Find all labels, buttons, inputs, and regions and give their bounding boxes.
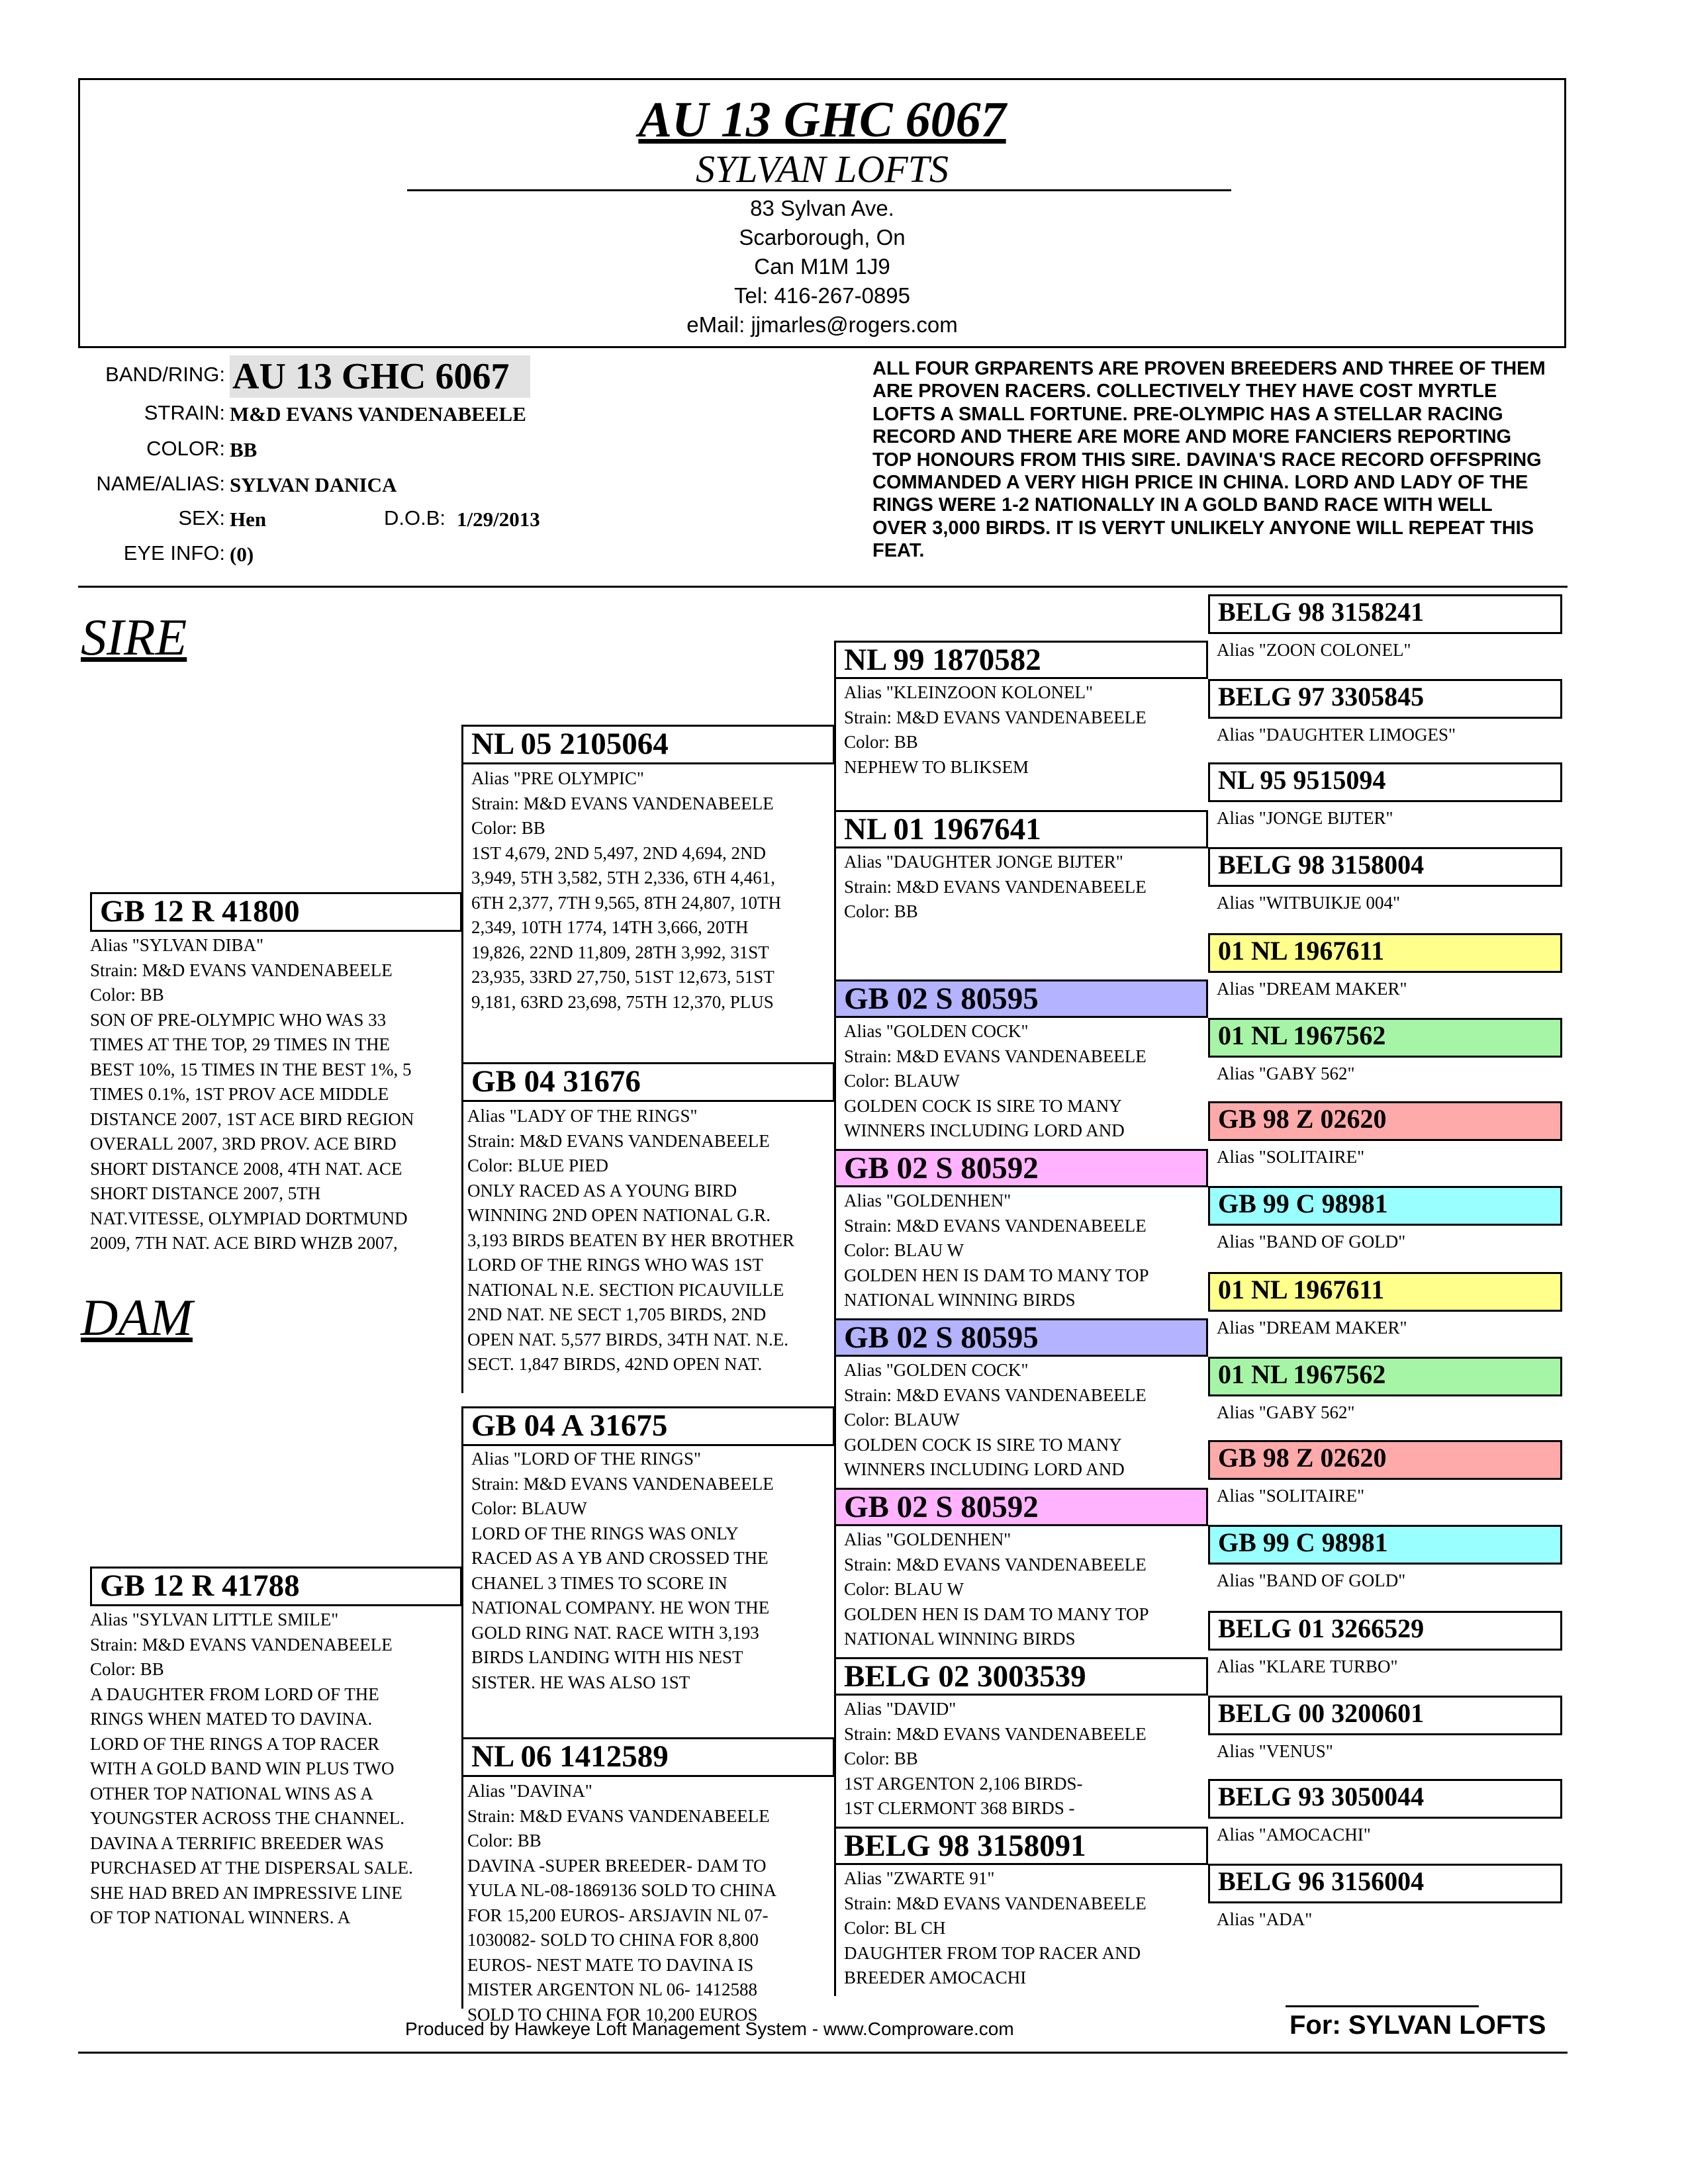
dam-ring: GB 12 R 41788 — [90, 1567, 462, 1606]
ggg-12-ring: GB 99 C 98981 — [1208, 1525, 1562, 1565]
ggg-6-ring: 01 NL 1967562 — [1208, 1018, 1562, 1058]
address-phone: Tel: 416-267-0895 — [733, 283, 911, 308]
g1-details: Alias "PRE OLYMPIC" Strain: M&D EVANS VANDENABEELE Color: BB 1ST 4,679, 2ND 5,497, 2ND 4,694, 2ND 3,949, 5TH 3,582, 5TH 2,336, 6TH 4,461, 6TH 2,377, 7TH 9,565, 8TH 24,807, 10TH 2,349, 10TH 1774, 14TH 3,666, 20TH 19,826, 22ND 11,809, 28TH 3,992, 31ST 23,935, 33RD 27,750, 51ST 12,673, 51ST 9,181, 63RD 23,698, 75TH 12,370, PLUS — [471, 768, 781, 1012]
address-email: eMail: jjmarles@rogers.com — [686, 312, 958, 337]
color-label: COLOR: — [146, 437, 225, 460]
connector-g3 — [461, 1406, 463, 1737]
connector-g1 — [461, 725, 463, 1062]
ggg-7-alias: Alias "SOLITAIRE" — [1217, 1147, 1365, 1167]
ggg-16-alias: Alias "ADA" — [1217, 1909, 1313, 1929]
ggg-16-ring: BELG 96 3156004 — [1208, 1864, 1562, 1903]
gg5-details: Alias "GOLDEN COCK" Strain: M&D EVANS VANDENABEELE Color: BLAUW GOLDEN COCK IS SIRE TO MANY WINNERS INCLUDING LORD AND — [844, 1360, 1147, 1479]
strain-label: STRAIN: — [144, 401, 225, 424]
ggg-6-alias: Alias "GABY 562" — [1217, 1064, 1355, 1083]
ggg-2-alias: Alias "DAUGHTER LIMOGES" — [1217, 725, 1456, 745]
ggg-1-ring: BELG 98 3158241 — [1208, 594, 1562, 634]
gg3-details: Alias "GOLDEN COCK" Strain: M&D EVANS VANDENABEELE Color: BLAUW GOLDEN COCK IS SIRE TO MANY WINNERS INCLUDING LORD AND — [844, 1021, 1147, 1140]
ggg-2-ring: BELG 97 3305845 — [1208, 679, 1562, 719]
connector-g2 — [461, 1062, 463, 1393]
ggg-15-ring: BELG 93 3050044 — [1208, 1779, 1562, 1819]
gg6-ring: GB 02 S 80592 — [834, 1488, 1208, 1526]
loft-name: SYLVAN LOFTS — [696, 148, 949, 191]
gg6-details: Alias "GOLDENHEN" Strain: M&D EVANS VANDENABEELE Color: BLAU W GOLDEN HEN IS DAM TO MANY TOP NATIONAL WINNING BIRDS — [844, 1529, 1149, 1649]
ggg-9-ring: 01 NL 1967611 — [1208, 1272, 1562, 1312]
dob-label: D.O.B: — [384, 506, 446, 529]
gg5-ring: GB 02 S 80595 — [834, 1318, 1208, 1357]
sire-heading: SIRE — [81, 608, 187, 666]
ggg-13-ring: BELG 01 3266529 — [1208, 1611, 1562, 1651]
eye-value: (0) — [230, 543, 254, 566]
gg7-details: Alias "DAVID" Strain: M&D EVANS VANDENABEELE Color: BB 1ST ARGENTON 2,106 BIRDS- 1ST CLERMONT 368 BIRDS - — [844, 1699, 1147, 1818]
name-label: NAME/ALIAS: — [96, 472, 225, 495]
dob-value: 1/29/2013 — [457, 508, 540, 531]
sire-details: Alias "SYLVAN DIBA" Strain: M&D EVANS VANDENABEELE Color: BB SON OF PRE-OLYMPIC WHO WAS 33 TIMES AT THE TOP, 29 TIMES IN THE BEST 10%, 15 TIMES IN THE BEST 1%, 5 TIMES 0.1%, 1ST PROV ACE MIDDLE DISTANCE 2007, 1ST ACE BIRD REGION OVERALL 2007, 3RD PROV. ACE BIRD SHORT DISTANCE 2008, 4TH NAT. ACE SHORT DISTANCE 2007, 5TH NAT.VITESSE, OLYMPIAD DORTMUND 2009, 7TH NAT. ACE BIRD WHZB 2007, — [90, 935, 414, 1253]
ggg-13-alias: Alias "KLARE TURBO" — [1217, 1657, 1398, 1676]
g1-ring: NL 05 2105064 — [461, 725, 835, 764]
ggg-5-ring: 01 NL 1967611 — [1208, 933, 1562, 973]
dam-details: Alias "SYLVAN LITTLE SMILE" Strain: M&D EVANS VANDENABEELE Color: BB A DAUGHTER FROM LORD OF THE RINGS WHEN MATED TO DAVINA. LORD OF THE RINGS A TOP RACER WITH A GOLD BAND WIN PLUS TWO OTHER TOP NATIONAL WINS AS A YOUNGSTER ACROSS THE CHANNEL. DAVINA A TERRIFIC BREEDER WAS PURCHASED AT THE DISPERSAL SALE. SHE HAD BRED AN IMPRESSIVE LINE OF TOP NATIONAL WINNERS. A — [90, 1610, 413, 1927]
name-value: SYLVAN DANICA — [230, 473, 397, 496]
g2-details: Alias "LADY OF THE RINGS" Strain: M&D EVANS VANDENABEELE Color: BLUE PIED ONLY RACED AS A YOUNG BIRD WINNING 2ND OPEN NATIONAL G.R. 3,193 BIRDS BEATEN BY HER BROTHER LORD OF THE RINGS WHO WAS 1ST NATIONAL N.E. SECTION PICAUVILLE 2ND NAT. NE SECT 1,705 BIRDS, 2ND OPEN NAT. 5,577 BIRDS, 34TH NAT. N.E. SECT. 1,847 BIRDS, 42ND OPEN NAT. — [467, 1106, 795, 1374]
ggg-3-ring: NL 95 9515094 — [1208, 762, 1562, 802]
sire-ring: GB 12 R 41800 — [90, 892, 462, 932]
band-value: AU 13 GHC 6067 — [230, 355, 530, 398]
dam-heading: DAM — [81, 1289, 193, 1346]
ggg-8-ring: GB 99 C 98981 — [1208, 1186, 1562, 1226]
sex-value: Hen — [230, 508, 267, 531]
gg1-ring: NL 99 1870582 — [834, 641, 1208, 679]
ggg-11-alias: Alias "SOLITAIRE" — [1217, 1486, 1365, 1506]
g3-details: Alias "LORD OF THE RINGS" Strain: M&D EVANS VANDENABEELE Color: BLAUW LORD OF THE RINGS WAS ONLY RACED AS A YB AND CROSSED THE CHANEL 3 TIMES TO SCORE IN NATIONAL COMPANY. HE WON THE GOLD RING NAT. RACE WITH 3,193 BIRDS LANDING WITH HIS NEST SISTER. HE WAS ALSO 1ST — [471, 1449, 774, 1692]
gg4-details: Alias "GOLDENHEN" Strain: M&D EVANS VANDENABEELE Color: BLAU W GOLDEN HEN IS DAM TO MANY TOP NATIONAL WINNING BIRDS — [844, 1191, 1149, 1310]
ggg-10-alias: Alias "GABY 562" — [1217, 1402, 1355, 1422]
for-loft: For: SYLVAN LOFTS — [1289, 2011, 1546, 2040]
eye-label: EYE INFO: — [123, 541, 225, 565]
loft-underline — [407, 189, 1231, 191]
gg2-ring: NL 01 1967641 — [834, 810, 1208, 848]
strain-value: M&D EVANS VANDENABEELE — [230, 402, 526, 426]
gg7-ring: BELG 02 3003539 — [834, 1657, 1208, 1696]
for-underline — [1286, 2005, 1479, 2007]
ggg-8-alias: Alias "BAND OF GOLD" — [1217, 1232, 1406, 1251]
ggg-1-alias: Alias "ZOON COLONEL" — [1217, 640, 1411, 660]
g3-ring: GB 04 A 31675 — [461, 1406, 835, 1446]
divider-top — [78, 586, 1568, 588]
address-postal: Can M1M 1J9 — [754, 254, 890, 279]
connector-g4 — [461, 1737, 463, 2009]
gg2-details: Alias "DAUGHTER JONGE BIJTER" Strain: M&D EVANS VANDENABEELE Color: BB — [844, 852, 1147, 921]
ggg-3-alias: Alias "JONGE BIJTER" — [1217, 808, 1393, 828]
ggg-4-alias: Alias "WITBUIKJE 004" — [1217, 893, 1401, 913]
address-street: 83 Sylvan Ave. — [750, 196, 894, 220]
color-value: BB — [230, 438, 258, 461]
divider-bottom — [78, 2052, 1568, 2054]
produced-by: Produced by Hawkeye Loft Management System - www.Comproware.com — [405, 2019, 1014, 2039]
ggg-11-ring: GB 98 Z 02620 — [1208, 1440, 1562, 1480]
ggg-12-alias: Alias "BAND OF GOLD" — [1217, 1570, 1406, 1590]
pedigree-notes: ALL FOUR GRPARENTS ARE PROVEN BREEDERS AND THREE OF THEM ARE PROVEN RACERS. COLLECTIVELY THEY HAVE COST MYRTLE LOFTS A SMALL FORTUNE. PRE-OLYMPIC HAS A STELLAR RACING RECORD AND THERE ARE MORE AND MORE FANCIERS REPORTING TOP HONOURS FROM THIS SIRE. DAVINA'S RACE RECORD OFFSPRING COMMANDED A VERY HIGH PRICE IN CHINA. LORD AND LADY OF THE RINGS WERE 1-2 NATIONALLY IN A GOLD BAND RACE WITH WELL OVER 3,000 BIRDS. IT IS VERYT UNLIKELY ANYONE WILL REPEAT THIS FEAT. — [872, 358, 1546, 562]
sex-label: SEX: — [178, 506, 225, 529]
g4-details: Alias "DAVINA" Strain: M&D EVANS VANDENABEELE Color: BB DAVINA -SUPER BREEDER- DAM TO YULA NL-08-1869136 SOLD TO CHINA FOR 15,200 EUROS- ARSJAVIN NL 07- 1030082- SOLD TO CHINA FOR 8,800 EUROS- NEST MATE TO DAVINA IS MISTER ARGENTON NL 06- 1412588 SOLD TO CHINA FOR 10,200 EUROS — [467, 1781, 776, 2025]
ggg-14-ring: BELG 00 3200601 — [1208, 1696, 1562, 1735]
gg8-ring: BELG 98 3158091 — [834, 1827, 1208, 1865]
gg4-ring: GB 02 S 80592 — [834, 1149, 1208, 1187]
ggg-14-alias: Alias "VENUS" — [1217, 1741, 1333, 1761]
page-title: AU 13 GHC 6067 — [638, 92, 1006, 148]
band-label: BAND/RING: — [105, 363, 225, 386]
address-city: Scarborough, On — [739, 225, 906, 250]
ggg-4-ring: BELG 98 3158004 — [1208, 847, 1562, 887]
ggg-9-alias: Alias "DREAM MAKER" — [1217, 1318, 1407, 1338]
g2-ring: GB 04 31676 — [461, 1062, 835, 1102]
ggg-10-ring: 01 NL 1967562 — [1208, 1357, 1562, 1396]
g4-ring: NL 06 1412589 — [461, 1737, 835, 1777]
gg8-details: Alias "ZWARTE 91" Strain: M&D EVANS VANDENABEELE Color: BL CH DAUGHTER FROM TOP RACER AND BREEDER AMOCACHI — [844, 1868, 1147, 1987]
ggg-5-alias: Alias "DREAM MAKER" — [1217, 979, 1407, 999]
ggg-15-alias: Alias "AMOCACHI" — [1217, 1825, 1371, 1844]
gg3-ring: GB 02 S 80595 — [834, 979, 1208, 1018]
ggg-7-ring: GB 98 Z 02620 — [1208, 1101, 1562, 1141]
gg1-details: Alias "KLEINZOON KOLONEL" Strain: M&D EVANS VANDENABEELE Color: BB NEPHEW TO BLIKSEM — [844, 682, 1147, 777]
